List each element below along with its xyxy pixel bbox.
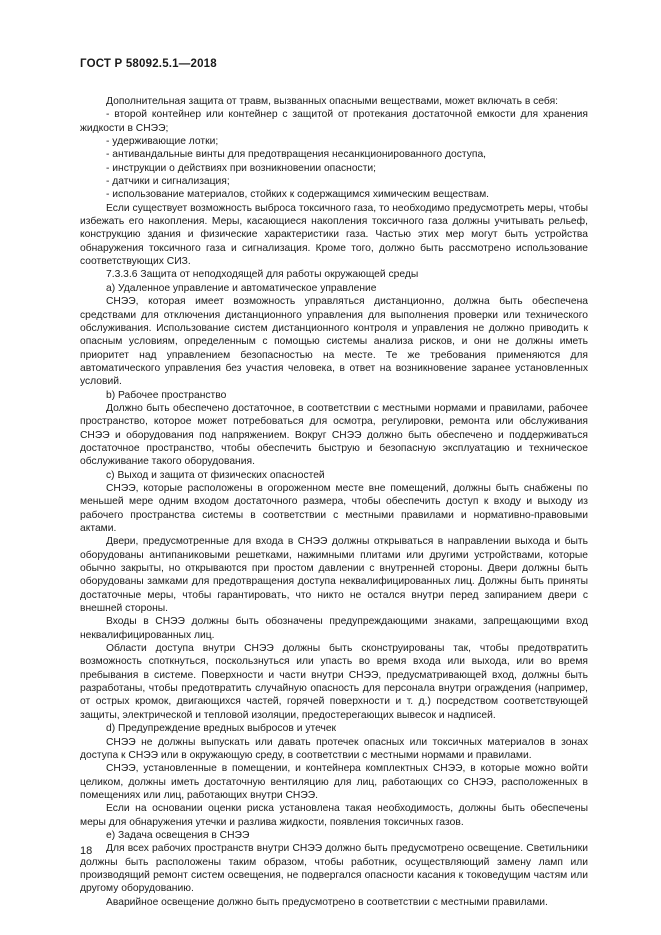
paragraph-access-areas: Области доступа внутри СНЭЭ должны быть сконструированы так, чтобы предотвратить возможность споткнуться, поскользнуться или упасть во время входа или выхода, или во время пребывания в системе. Поверхности и части внутри СНЭЭ, предусматривающей вход, должны быть разработаны, чтобы предотвратить случайную опасность для персонала внутри ограждения (например, от острых кромок, двигающихся частей, горячей поверхности и т. д.) посредством соответствующей защиты, электрической и тепловой изоляции, предостерегающих вывесок и надписей.	[80, 643, 588, 721]
paragraph-toxic-gas: Если существует возможность выброса токсичного газа, то необходимо предусмотреть меры, чтобы избежать его накопления. Меры, касающиеся накопления токсичного газа должны учитывать рельеф, конструкцию здания и физические характеристики газа. Частью этих мер могут быть устройства обнаружения токсичного газа и сигнализация. Кроме того, должно быть рассмотрено использование соответствующих СИЗ.	[80, 202, 588, 268]
paragraph-remote-control: СНЭЭ, которая имеет возможность управляться дистанционно, должна быть обеспечена средствами для отключения дистанционного управления для выполнения проверки или технического обслуживания. Использование систем дистанционного контроля и управления не должно приводить к опасным условиям, определенным с помощью системы анализа рисков, и они не должны иметь приоритет над управлением безопасностью на месте. Те же требования применяются для автоматического управления без участия человека, в ответ на возникновение заранее установленных условий.	[80, 296, 588, 388]
paragraph-emergency-lighting: Аварийное освещение должно быть предусмотрено в соответствии с местными правилами.	[106, 896, 548, 908]
document-body	[80, 95, 588, 909]
paragraph-leaks: СНЭЭ не должны выпускать или давать протечек опасных или токсичных материалов в зонах доступа к СНЭЭ или в окружающую среду, в соответствии с местными нормами и правилами.	[80, 736, 588, 761]
subsection-heading-d: d) Предупреждение вредных выбросов и утечек	[106, 723, 337, 735]
subsection-heading-b: b) Рабочее пространство	[106, 389, 227, 401]
subsection-heading-c: c) Выход и защита от физических опасностей	[106, 469, 325, 481]
paragraph-ventilation: СНЭЭ, установленные в помещении, и контейнера комплектных СНЭЭ, в которые можно войти целиком, должны иметь достаточную вентиляцию для лиц, работающих со СНЭЭ, расположенных в помещениях или лиц, работающих внутри СНЭЭ.	[80, 763, 588, 801]
list-item: - использование материалов, стойких к содержащимся химическим веществам.	[106, 189, 490, 201]
list-item: - второй контейнер или контейнер с защитой от протекания достаточной емкости для хранения жидкости в СНЭЭ;	[80, 109, 588, 134]
paragraph-intro: Дополнительная защита от травм, вызванных опасными веществами, может включать в себя:	[106, 96, 559, 107]
page-number: 18	[80, 845, 93, 857]
paragraph-warning-signs: Входы в СНЭЭ должны быть обозначены предупреждающими знаками, запрещающими вход неквалифицированных лиц.	[80, 616, 588, 641]
paragraph-lighting: Для всех рабочих пространств внутри СНЭЭ должно быть предусмотрено освещение. Светильники должны быть расположены таким образом, чтобы работник, осуществляющий замену ламп или производящий ремонт систем освещения, не подвергался опасности касания к токоведущим частям или другому оборудованию.	[80, 843, 588, 895]
section-heading: 7.3.3.6 Защита от неподходящей для работы окружающей среды	[106, 269, 419, 281]
paragraph-doors: Двери, предусмотренные для входа в СНЭЭ должны открываться в направлении выхода и быть оборудованы антипаниковыми решетками, нажимными плитами или другими устройствами, которые обычно закрыты, но открываются при простом давлении с внутренней стороны. Двери должны быть оборудованы замками для предотвращения доступа неквалифицированных лиц. Должны быть приняты достаточные меры, чтобы гарантировать, что никто не остался внутри перед запиранием двери с внешней стороны.	[80, 536, 588, 615]
list-item: - инструкции о действиях при возникновении опасности;	[106, 162, 377, 174]
standard-header: ГОСТ Р 58092.5.1—2018	[80, 58, 217, 70]
subsection-heading-e: e) Задача освещения в СНЭЭ	[106, 829, 250, 841]
list-item: - датчики и сигнализация;	[106, 176, 230, 188]
subsection-heading-a: а) Удаленное управление и автоматическое управление	[106, 282, 377, 294]
paragraph-entrance: СНЭЭ, которые расположены в огороженном месте вне помещений, должны быть снабжены по меньшей мере одним входом достаточного размера, чтобы обеспечить доступ к входу и выходу из рабочего пространства системы в соответствии с местными правилами и нормативно-правовыми актами.	[80, 482, 588, 534]
list-item: - удерживающие лотки;	[106, 136, 219, 148]
paragraph-workspace: Должно быть обеспечено достаточное, в соответствии с местными нормами и правилами, рабочее пространство, которое может потребоваться для осмотра, регулировки, ремонта или обслуживания СНЭЭ и оборудования под напряжением. Вокруг СНЭЭ должно быть обеспечено и поддерживаться достаточное пространство, чтобы обеспечить быструю и безопасную эксплуатацию и техническое обслуживание такого оборудования.	[80, 402, 588, 468]
list-item: - антивандальные винты для предотвращения несанкционированного доступа,	[106, 149, 487, 161]
paragraph-leak-detection: Если на основании оценки риска установлена такая необходимость, должны быть обеспечены меры для обнаружения утечки и разлива жидкости, появления токсичных газов.	[80, 803, 588, 828]
